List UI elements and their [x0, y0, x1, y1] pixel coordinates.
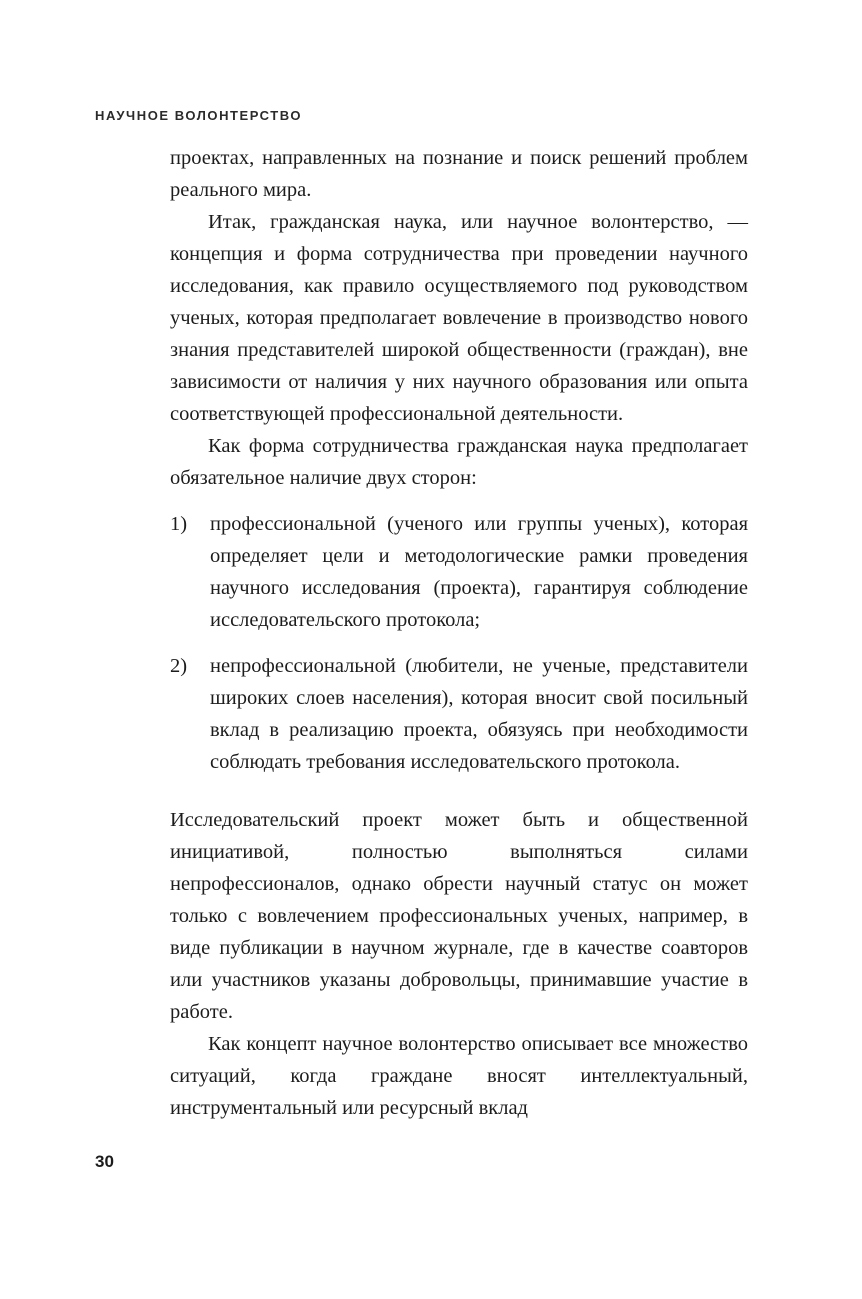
list-item — [170, 508, 748, 636]
list-item — [170, 650, 748, 778]
paragraph-continuation: проектах, направленных на познание и поиск решений проблем реального мира. — [170, 147, 748, 201]
page-number: 30 — [95, 1152, 114, 1171]
list-item-text: непрофессиональной (любители, не ученые, представители широких слоев населения), которая вносит свой посильный вклад в реализацию проекта, обязуясь при необходимости соблюдать требования исследовательского протокола. — [210, 655, 748, 773]
paragraph-lead-in: Как форма сотрудничества гражданская наука предполагает обязательное наличие двух сторон: — [170, 435, 748, 489]
list-item-text: профессиональной (ученого или группы ученых), которая определяет цели и методологические рамки проведения научного исследования (проекта), гарантируя соблюдение исследовательского протокола; — [210, 513, 748, 631]
paragraph-concept: Как концепт научное волонтерство описывает все множество ситуаций, когда граждане вносят интеллектуальный, инструментальный или ресурсный вклад — [170, 1033, 748, 1119]
paragraph-research-project: Исследовательский проект может быть и общественной инициативой, полностью выполняться силами непрофессионалов, однако обрести научный статус он может только с вовлечением профессиональных ученых, например, в виде публикации в научном журнале, где в качестве соавторов или участников указаны добровольцы, принимавшие участие в работе. — [170, 809, 748, 1023]
body-text-column — [170, 142, 748, 1124]
list-marker: 2) — [170, 655, 188, 677]
numbered-list — [170, 508, 748, 778]
paragraph-definition: Итак, гражданская наука, или научное волонтерство, — концепция и форма сотрудничества при проведении научного исследования, как правило осуществляемого под руководством ученых, которая предполагает вовлечение в производство нового знания представителей широкой общественности (граждан), вне зависимости от наличия у них научного образования или опыта соответствующей профессиональной деятельности. — [170, 211, 748, 425]
running-head: НАУЧНОЕ ВОЛОНТЕРСТВО — [95, 108, 303, 123]
list-marker: 1) — [170, 513, 188, 535]
